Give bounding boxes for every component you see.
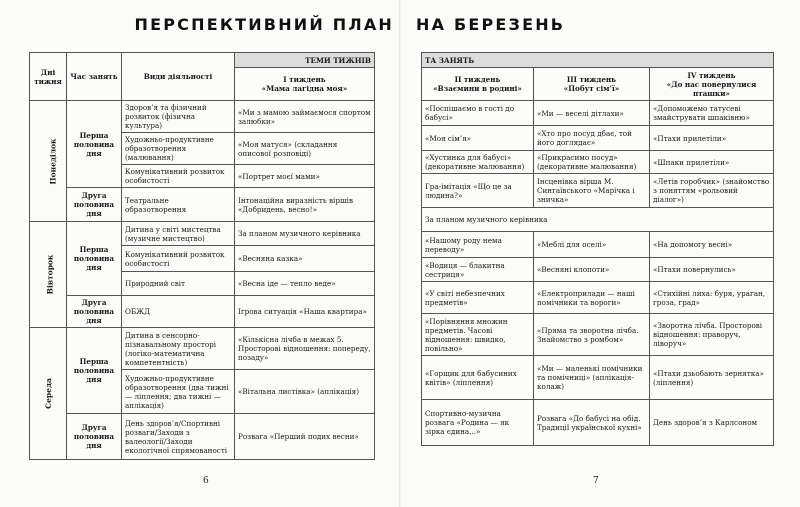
table-cell: Спортивно-музична розвага «Родина — як зірка єдина...» (422, 400, 534, 446)
day-wednesday (30, 328, 67, 460)
table-cell: «Портрет моєї мами» (235, 165, 375, 188)
page-title-right: НА БЕРЕЗЕНЬ (416, 15, 566, 34)
table-cell: «Ми — маленькі помічники та помічниці» (аплікація-колаж) (534, 356, 650, 400)
header-week-4 (650, 68, 774, 101)
table-cell: «Зворотна лічба. Просторові відношення: праворуч, ліворуч» (650, 314, 774, 356)
table-cell: «Птахи повернулись» (650, 258, 774, 282)
table-cell: «Моя сім’я» (422, 126, 534, 151)
table-cell: «Весняні клопоти» (534, 258, 650, 282)
header-week-3 (534, 68, 650, 101)
table-cell: Комунікативний розвиток особистості (122, 165, 235, 188)
week-3-label: III тиждень (566, 75, 617, 84)
table-cell: «Кількісна лічба в межах 5. Просторові відношення: попереду, позаду» (235, 328, 375, 370)
half-second-tuesday: Друга половина дня (67, 296, 122, 328)
day-wednesday-label: Середа (43, 378, 53, 409)
table-cell: «Допоможемо татусеві змайструвати шпаківню» (650, 101, 774, 126)
day-tuesday-label: Вівторок (45, 254, 55, 295)
day-monday-label: Понеділок (48, 138, 58, 184)
header-days: Дні тижня (30, 53, 67, 101)
table-cell: Здоров’я та фізичний розвиток (фізична культура) (122, 101, 235, 133)
plan-table-right (421, 52, 774, 446)
table-cell: «Стихійні лиха: буря, ураган, гроза, град» (650, 282, 774, 314)
half-first-wednesday: Перша половина дня (67, 328, 122, 414)
half-second-monday: Друга половина дня (67, 188, 122, 222)
table-cell: «Ми — веселі дітлахи» (534, 101, 650, 126)
table-cell: Дитина у світі мистецтва (музичне мистецтво) (122, 222, 235, 246)
table-cell: «Порівняння множин предметів. Часові відношення: швидко, повільно» (422, 314, 534, 356)
header-classes: ТА ЗАНЯТЬ (422, 53, 774, 68)
table-cell: Розвага «Перший подих весни» (235, 414, 375, 460)
half-first-tuesday: Перша половина дня (67, 222, 122, 296)
plan-table-left (29, 52, 375, 460)
table-cell: День здоров’я/Спортивні розваги/Заходи з валеології/Заходи екологічної спрямованості (122, 414, 235, 460)
table-cell: Ігрова ситуація «Наша квартира» (235, 296, 375, 328)
week-2-label: II тиждень (454, 75, 501, 84)
table-cell: «Хустинка для бабусі» (декоративне малювання) (422, 151, 534, 174)
table-cell: «Летів горобчик» (знайомство з поняттям «рольовий діалог») (650, 174, 774, 208)
day-tuesday (30, 222, 67, 328)
week-4-theme: «До нас повернулися пташки» (666, 79, 757, 98)
table-cell: Гра-імітація «Що це за людина?» (422, 174, 534, 208)
week-4-label: IV тиждень (687, 70, 736, 80)
table-cell: «Весняна казка» (235, 246, 375, 272)
table-cell: Розвага «До бабусі на обід. Традиції української кухні» (534, 400, 650, 446)
table-cell: Дитина в сенсорно-пізнавальному просторі (логіко-математична компетентність) (122, 328, 235, 370)
table-cell: За планом музичного керівника (235, 222, 375, 246)
table-cell: Художньо-продуктивне образотворення (два тижні — ліплення; два тижні — аплікація) (122, 370, 235, 414)
day-monday (30, 101, 67, 222)
table-cell: «Хто про посуд дбає, той його доглядає» (534, 126, 650, 151)
week-2-theme: «Взаємини в родині» (433, 84, 522, 93)
table-cell: «Моя матуся» (складання описової розповіді) (235, 133, 375, 165)
table-cell: «Шпаки прилетіли» (650, 151, 774, 174)
table-cell: «Електроприлади — наші помічники та вороги» (534, 282, 650, 314)
half-second-wednesday: Друга половина дня (67, 414, 122, 460)
table-cell: «Меблі для оселі» (534, 232, 650, 258)
table-cell: Комунікативний розвиток особистості (122, 246, 235, 272)
table-cell: «Нашому роду нема переводу» (422, 232, 534, 258)
table-cell: Природний світ (122, 272, 235, 296)
header-time: Час занять (67, 53, 122, 101)
table-cell: «Поспішаємо в гості до бабусі» (422, 101, 534, 126)
table-cell: «Горщик для бабусиних квітів» (ліплення) (422, 356, 534, 400)
table-cell: Інтонаційна виразність віршів «Добридень, весно!» (235, 188, 375, 222)
table-cell: Театральне образотворення (122, 188, 235, 222)
table-cell: «Вітальна листівка» (аплікація) (235, 370, 375, 414)
week-1-theme: «Мама лагідна моя» (261, 84, 348, 93)
page-number-left: 6 (203, 476, 209, 486)
half-first-monday: Перша половина дня (67, 101, 122, 188)
table-cell: «Прикрасимо посуд» (декоративне малювання) (534, 151, 650, 174)
header-activities: Види діяльності (122, 53, 235, 101)
table-cell: «Водиця — блакитна сестриця» (422, 258, 534, 282)
table-cell: «Птахи дзьобають зернятка» (ліплення) (650, 356, 774, 400)
page-number-right: 7 (593, 476, 599, 486)
header-week-2 (422, 68, 534, 101)
table-cell: «На допомогу весні» (650, 232, 774, 258)
table-cell: Інсценівка вірша М. Сингаївського «Марічка і зничка» (534, 174, 650, 208)
table-cell: Художньо-продуктивне образотворення (малювання) (122, 133, 235, 165)
table-cell: «Пряма та зворотна лічба. Знайомство з ромбом» (534, 314, 650, 356)
page-gutter (399, 0, 401, 507)
week-1-label: I тиждень (283, 75, 326, 84)
table-cell: «Птахи прилетіли» (650, 126, 774, 151)
page-title-left: ПЕРСПЕКТИВНИЙ ПЛАН (134, 15, 394, 34)
table-cell: День здоров’я з Карлсоном (650, 400, 774, 446)
week-3-theme: «Побут сім’ї» (563, 84, 620, 93)
table-cell: ОБЖД (122, 296, 235, 328)
table-cell: «Весна іде — тепло веде» (235, 272, 375, 296)
table-cell: «У світі небезпечних предметів» (422, 282, 534, 314)
table-cell-span: За планом музичного керівника (422, 208, 774, 232)
table-cell: «Ми з мамою займаємося спортом залюбки» (235, 101, 375, 133)
header-week-themes: ТЕМИ ТИЖНІВ (235, 53, 375, 68)
header-week-1 (235, 68, 375, 101)
